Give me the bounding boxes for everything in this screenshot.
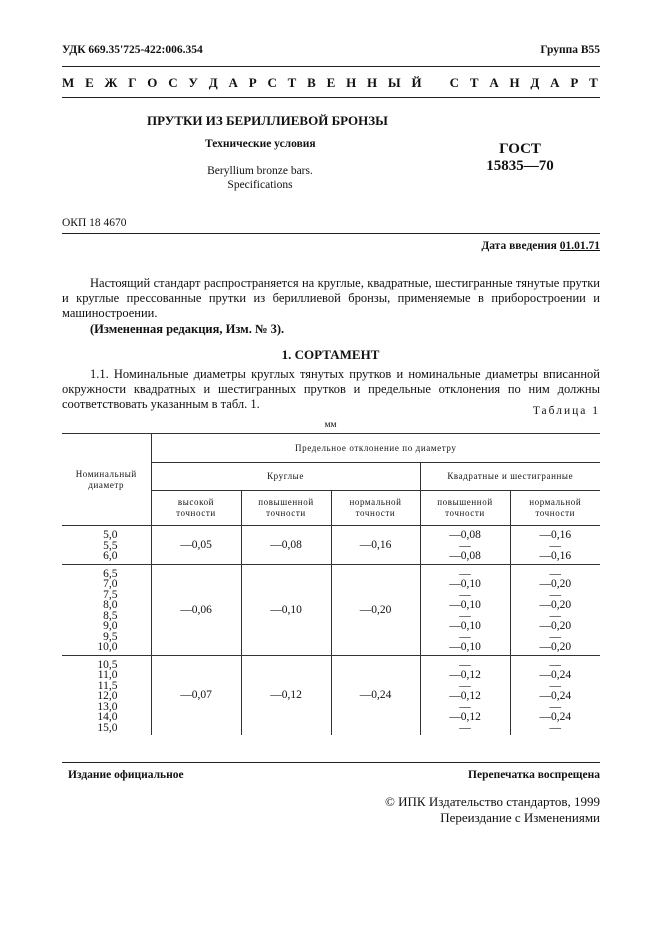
increased-accuracy-cell: —0,08 (241, 526, 331, 565)
sq-normal-cell-value: — (549, 658, 561, 671)
sq-increased-cell-value: — (459, 658, 471, 671)
nominal-diameter-cell-value: 5,0 (103, 529, 118, 541)
sq-increased-cell-value: —0,10 (449, 599, 481, 611)
table-row (62, 564, 600, 655)
sq-increased-cell-value: —0,10 (449, 641, 481, 653)
sq-increased-cell-value: —0,08 (449, 550, 481, 562)
nominal-diameter-cell-value: 10,0 (97, 641, 118, 653)
official-edition: Издание официальное (68, 769, 184, 781)
nominal-diameter-cell-value: 15,0 (97, 721, 118, 734)
sq-increased-cell (420, 564, 510, 655)
sq-normal-cell (510, 526, 600, 565)
intro-section (62, 276, 600, 337)
header-increased-accuracy: повышенной точности (241, 491, 331, 526)
sq-normal-cell-value: —0,16 (539, 550, 572, 562)
sq-increased-cell-value: — (459, 539, 471, 552)
nominal-diameter-cell-value: 11,5 (97, 679, 118, 692)
sq-increased-cell (420, 526, 510, 565)
sq-normal-cell-value: —0,20 (539, 620, 572, 632)
normal-accuracy-cell: —0,20 (331, 564, 420, 655)
sq-normal-cell-value: —0,20 (539, 578, 572, 590)
copyright: © ИПК Издательство стандартов, 1999 (385, 794, 600, 809)
section-paragraph: 1.1. Номинальные диаметры круглых тянутых прутков и номинальные диаметры вписанной окружности квадратных и шестигранных прутков и предельные отклонения по ним должны соответствовать указанным в табл. 1. (62, 367, 600, 411)
sq-normal-cell-value: — (549, 567, 561, 580)
nominal-diameter-cell-value: 9,5 (103, 630, 118, 643)
sq-increased-cell-value: — (459, 609, 471, 622)
reprint-notice: Перепечатка воспрещена (468, 769, 600, 781)
reissue-note: Переиздание с Изменениями (440, 810, 600, 825)
sq-increased-cell-value: —0,12 (449, 711, 481, 723)
sq-increased-cell-value: — (459, 679, 471, 692)
header-sq-increased-accuracy: повышенной точности (420, 491, 510, 526)
header-deviation: Предельное отклонение по диаметру (151, 434, 600, 463)
header-rule-top (62, 66, 600, 67)
nominal-diameter-cell (62, 564, 151, 655)
sq-increased-cell-value: — (459, 630, 471, 643)
increased-accuracy-cell: —0,10 (241, 564, 331, 655)
table-body (62, 526, 600, 736)
normal-accuracy-cell: —0,16 (331, 526, 420, 565)
gost-number: 15835—70 (486, 158, 554, 174)
increased-accuracy-cell: —0,12 (241, 655, 331, 735)
sq-normal-cell-value: —0,24 (539, 711, 572, 723)
nominal-diameter-cell-value: 5,5 (103, 539, 118, 552)
sq-increased-cell-value: —0,08 (449, 529, 481, 541)
english-title (160, 164, 360, 192)
header-sq-normal-accuracy: нормальной точности (510, 491, 600, 526)
sq-normal-cell-value: — (549, 588, 561, 601)
nominal-diameter-cell-value: 6,5 (103, 567, 118, 580)
footer-rule (62, 762, 600, 763)
english-title-line1: Beryllium bronze bars. (207, 165, 313, 177)
sq-normal-cell-value: — (549, 679, 561, 692)
sq-increased-cell-value: —0,10 (449, 620, 481, 632)
sq-increased-cell-value: —0,12 (449, 690, 481, 702)
header-nominal-diameter: Номинальный диаметр (75, 468, 137, 490)
effective-date-value: 01.01.71 (559, 240, 600, 252)
nominal-diameter-cell-value: 12,0 (97, 690, 118, 702)
nominal-diameter-cell (62, 655, 151, 735)
sq-normal-cell-value: — (549, 721, 561, 734)
header-normal-accuracy: нормальной точности (331, 491, 420, 526)
nominal-diameter-cell-value: 7,0 (103, 578, 118, 590)
nominal-diameter-cell-value: 8,5 (103, 609, 118, 622)
udk-code: УДК 669.35'725-422:006.354 (62, 44, 203, 56)
table-row (62, 526, 600, 565)
table-label: Таблица 1 (532, 405, 600, 417)
table-unit: мм (324, 420, 337, 430)
header-rule-bottom (62, 97, 600, 98)
section-body (62, 367, 600, 412)
sq-increased-cell-value: —0,10 (449, 578, 481, 590)
high-accuracy-cell: —0,07 (151, 655, 241, 735)
sq-normal-cell-value: —0,20 (539, 641, 572, 653)
okp-code: ОКП 18 4670 (62, 217, 127, 229)
sq-normal-cell (510, 655, 600, 735)
sq-normal-cell-value: —0,16 (539, 529, 572, 541)
nominal-diameter-cell-value: 13,0 (97, 700, 118, 713)
standard-banner: М Е Ж Г О С У Д А Р С Т В Е Н Н Ы Й С Т А Н Д А Р Т (62, 75, 600, 90)
header-high-accuracy: высокой точности (151, 491, 241, 526)
nominal-diameter-cell-value: 9,0 (103, 620, 118, 632)
sq-normal-cell-value: — (549, 609, 561, 622)
sq-increased-cell (420, 655, 510, 735)
sq-normal-cell-value: —0,24 (539, 669, 572, 681)
deviation-table (62, 433, 600, 735)
publisher-block (385, 794, 600, 826)
okp-rule (62, 233, 600, 234)
nominal-diameter-cell (62, 526, 151, 565)
sq-normal-cell-value: — (549, 630, 561, 643)
english-title-line2: Specifications (227, 179, 293, 191)
sq-increased-cell-value: — (459, 588, 471, 601)
sq-increased-cell-value: — (459, 721, 471, 734)
sq-normal-cell-value: —0,20 (539, 599, 572, 611)
header-square-hex: Квадратные и шестигранные (420, 463, 600, 491)
sq-normal-cell-value: — (549, 539, 561, 552)
sq-normal-cell-value: —0,24 (539, 690, 572, 702)
edition-note: (Измененная редакция, Изм. № 3). (90, 322, 285, 336)
nominal-diameter-cell-value: 8,0 (103, 599, 118, 611)
nominal-diameter-cell-value: 10,5 (97, 658, 118, 671)
group-code: Группа В55 (540, 44, 600, 56)
high-accuracy-cell: —0,06 (151, 564, 241, 655)
nominal-diameter-cell-value: 11,0 (97, 669, 118, 681)
normal-accuracy-cell: —0,24 (331, 655, 420, 735)
effective-date (481, 240, 600, 252)
sq-normal-cell (510, 564, 600, 655)
document-subtitle: Технические условия (205, 138, 316, 150)
effective-date-label: Дата введения (481, 240, 557, 252)
nominal-diameter-cell-value: 14,0 (97, 711, 118, 723)
gost-label: ГОСТ (499, 141, 541, 157)
section-heading: 1. СОРТАМЕНТ (281, 347, 380, 362)
document-title: ПРУТКИ ИЗ БЕРИЛЛИЕВОЙ БРОНЗЫ (147, 113, 388, 128)
gost-block (460, 141, 580, 175)
table-row (62, 655, 600, 735)
sq-increased-cell-value: —0,12 (449, 669, 481, 681)
intro-paragraph: Настоящий стандарт распространяется на круглые, квадратные, шестигранные тянутые прутки и круглые прессованные прутки из бериллиевой бронзы, применяемые в приборостроении и машиностроении. (62, 276, 600, 320)
sq-normal-cell-value: — (549, 700, 561, 713)
sq-increased-cell-value: — (459, 700, 471, 713)
nominal-diameter-cell-value: 6,0 (103, 550, 118, 562)
nominal-diameter-cell-value: 7,5 (103, 588, 118, 601)
header-round: Круглые (151, 463, 420, 491)
sq-increased-cell-value: — (459, 567, 471, 580)
high-accuracy-cell: —0,05 (151, 526, 241, 565)
